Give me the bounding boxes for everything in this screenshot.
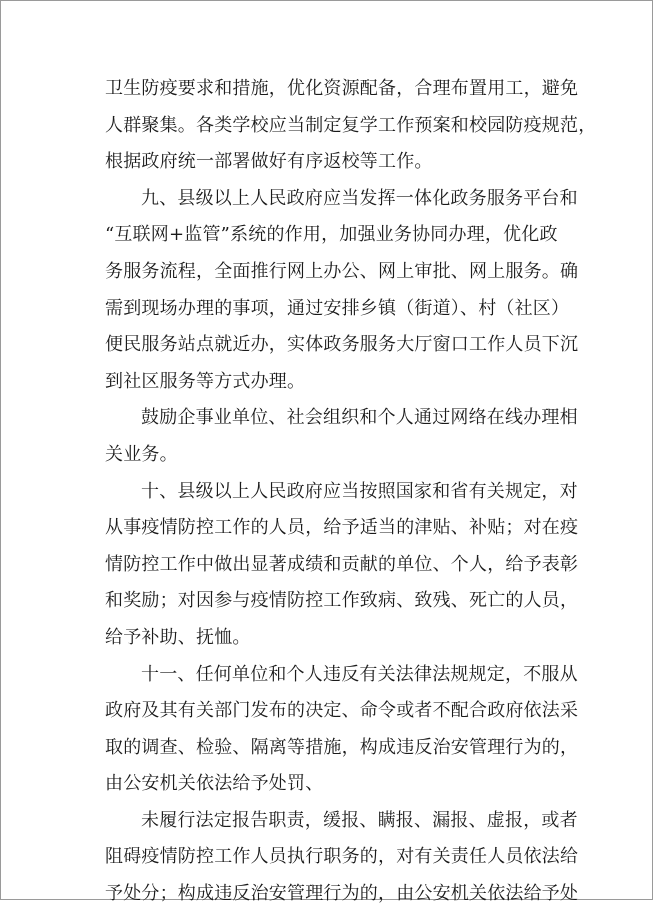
text-line: 鼓励企事业单位、社会组织和个人通过网络在线办理相 — [141, 407, 578, 429]
text-line: 需到现场办理的事项，通过安排乡镇（街道）、村（社区） — [105, 297, 570, 319]
text-line: “互联网+监管”系统的作用，加强业务协同办理，优化政 — [105, 224, 558, 246]
text-line: 根据政府统一部署做好有序返校等工作。 — [105, 151, 433, 173]
text-line: 给予补助、抚恤。 — [105, 626, 251, 648]
text-line: 关业务。 — [105, 443, 178, 465]
text-line: 和奖励；对因参与疫情防控工作致病、致残、死亡的人员， — [105, 590, 579, 612]
text-line: 卫生防疫要求和措施，优化资源配备，合理布置用工，避免 — [105, 78, 579, 99]
text-line: 情防控工作中做出显著成绩和贡献的单位、个人，给予表彰 — [105, 553, 579, 575]
text-line: 到社区服务等方式办理。 — [105, 370, 306, 392]
document-body — [105, 71, 597, 913]
text-line: 务服务流程，全面推行网上办公、网上审批、网上服务。确 — [105, 260, 579, 282]
text-line: 取的调查、检验、隔离等措施，构成违反治安管理行为的， — [105, 736, 579, 758]
text-line: 从事疫情防控工作的人员，给予适当的津贴、补贴；对在疫 — [105, 517, 579, 539]
text-line: 便民服务站点就近办，实体政务服务大厅窗口工作人员下沉 — [105, 334, 579, 356]
text-line: 九、县级以上人民政府应当发挥一体化政务服务平台和 — [141, 187, 578, 209]
text-line: 未履行法定报告职责，缓报、瞒报、漏报、虚报，或者 — [141, 809, 578, 831]
text-line: 人群聚集。各类学校应当制定复学工作预案和校园防疫规范， — [105, 114, 597, 136]
text-line: 十一、任何单位和个人违反有关法律法规规定，不服从 — [141, 663, 578, 685]
text-line: 阻碍疫情防控工作人员执行职务的，对有关责任人员依法给 — [105, 846, 579, 868]
text-line: 十、县级以上人民政府应当按照国家和省有关规定，对 — [141, 480, 578, 502]
text-line: 予处分；构成违反治安管理行为的，由公安机关依法给予处 — [105, 883, 579, 905]
text-line: 政府及其有关部门发布的决定、命令或者不配合政府依法采 — [105, 700, 579, 722]
text-line: 由公安机关依法给予处罚、 — [105, 773, 324, 795]
